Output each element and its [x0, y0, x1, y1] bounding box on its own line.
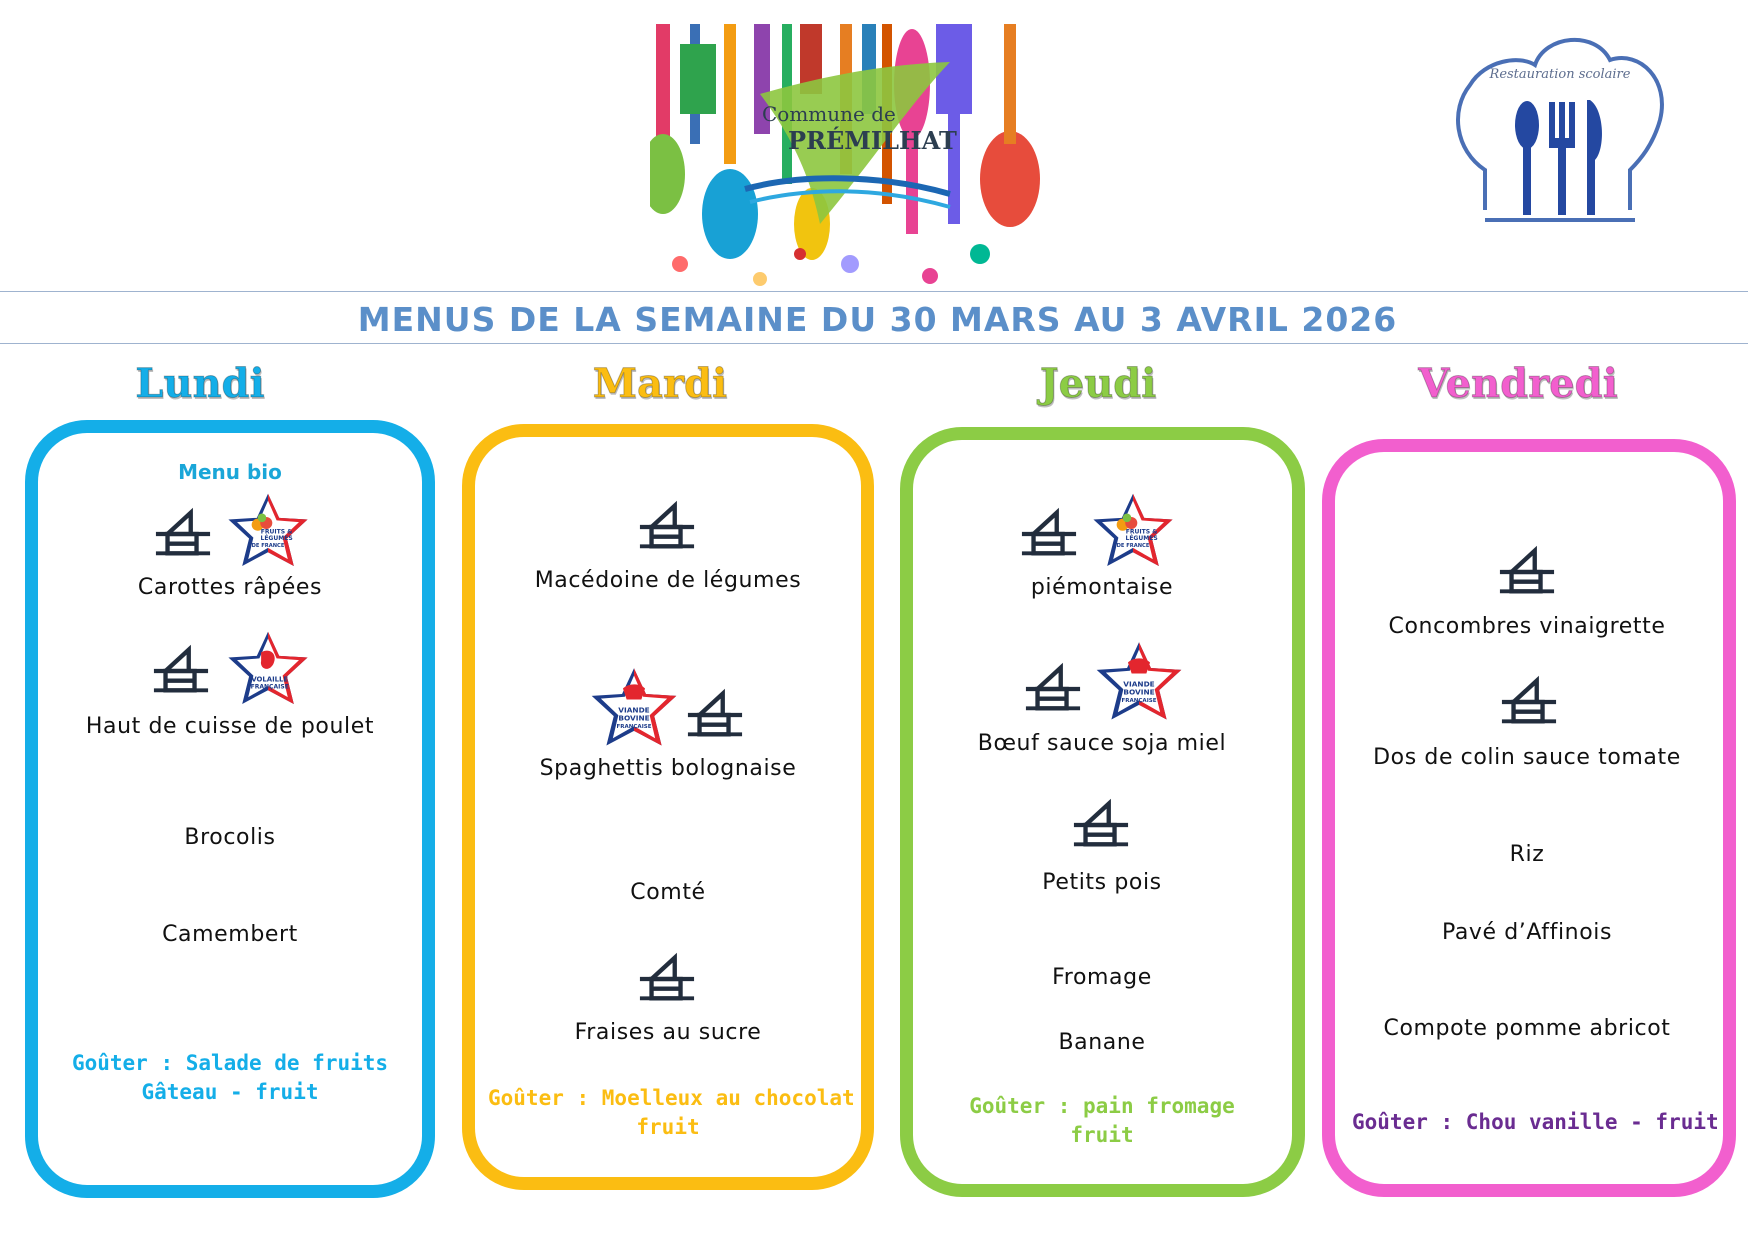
- jeudi-gouter-line2: fruit: [1070, 1123, 1134, 1147]
- lundi-item-2: Haut de cuisse de poulet: [85, 714, 375, 739]
- svg-text:FRANÇAISE: FRANÇAISE: [616, 724, 652, 731]
- svg-text:FRANÇAISE: FRANÇAISE: [1121, 698, 1157, 705]
- house-icon: [154, 505, 212, 563]
- fruits-legumes-de-france-label: [1090, 490, 1176, 568]
- house-icon: [1498, 543, 1556, 601]
- svg-text:FRUITS &: FRUITS &: [260, 528, 293, 536]
- lundi-gouter: [55, 1049, 405, 1107]
- restauration-scolaire-logo: [1445, 20, 1675, 245]
- svg-text:FRANÇAISE: FRANÇAISE: [250, 683, 289, 691]
- title-rule-bottom: [0, 343, 1748, 344]
- mardi-item-3: Comté: [630, 880, 706, 905]
- svg-text:BOVINE: BOVINE: [618, 713, 650, 723]
- menu-bio-badge: Menu bio: [178, 460, 282, 484]
- jeudi-item-1: piémontaise: [1030, 575, 1174, 600]
- day-header-mardi: Mardi: [592, 360, 728, 407]
- vendredi-item-5: Compote pomme abricot: [1383, 1016, 1671, 1041]
- house-icon: [1024, 660, 1082, 718]
- mardi-gouter: [488, 1084, 855, 1142]
- mardi-gouter-line2: fruit: [636, 1115, 700, 1139]
- lundi-gouter-line2: Gâteau - fruit: [141, 1080, 319, 1104]
- jeudi-gouter: [952, 1092, 1252, 1150]
- house-icon: [686, 686, 744, 744]
- svg-text:LÉGUMES: LÉGUMES: [1125, 535, 1158, 543]
- logo-line2: PRÉMILHAT: [788, 126, 957, 155]
- mardi-item-4: Fraises au sucre: [574, 1020, 762, 1045]
- viande-bovine-francaise-label: [588, 664, 680, 748]
- svg-text:BOVINE: BOVINE: [1123, 687, 1155, 697]
- day-header-vendredi: Vendredi: [1418, 360, 1618, 407]
- house-icon: [1500, 673, 1558, 731]
- vendredi-item-1: Concombres vinaigrette: [1388, 614, 1666, 639]
- day-header-lundi: Lundi: [135, 360, 265, 407]
- volaille-francaise-label: [225, 628, 311, 706]
- jeudi-item-4: Fromage: [1052, 965, 1152, 990]
- svg-text:VIANDE: VIANDE: [1123, 679, 1155, 689]
- jeudi-item-3: Petits pois: [1042, 870, 1162, 895]
- house-icon: [638, 950, 696, 1008]
- svg-text:LÉGUMES: LÉGUMES: [260, 535, 293, 543]
- lundi-item-4: Camembert: [162, 922, 298, 947]
- vendredi-item-4: Pavé d’Affinois: [1441, 920, 1613, 945]
- mardi-item-2: Spaghettis bolognaise: [539, 756, 797, 781]
- fruits-legumes-de-france-label: [225, 490, 311, 568]
- viande-bovine-francaise-label: [1093, 638, 1185, 722]
- commune-logo: [650, 24, 1080, 292]
- jeudi-item-5: Banane: [1058, 1030, 1146, 1055]
- house-icon: [1020, 505, 1078, 563]
- svg-text:DE FRANCE: DE FRANCE: [251, 543, 285, 550]
- chef-logo-text: Restauration scolaire: [1489, 67, 1631, 82]
- page-title: MENUS DE LA SEMAINE DU 30 MARS AU 3 AVRIL 2026: [357, 300, 1398, 339]
- vendredi-item-3: Riz: [1509, 842, 1545, 867]
- lundi-gouter-line1: Goûter : Salade de fruits: [71, 1051, 389, 1075]
- svg-text:VIANDE: VIANDE: [618, 705, 650, 715]
- jeudi-item-2: Bœuf sauce soja miel: [977, 731, 1227, 756]
- svg-text:DE FRANCE: DE FRANCE: [1116, 543, 1150, 550]
- day-header-jeudi: Jeudi: [1039, 360, 1157, 407]
- mardi-gouter-line1: Goûter : Moelleux au chocolat: [488, 1086, 855, 1110]
- house-icon: [1072, 796, 1130, 854]
- svg-text:FRUITS &: FRUITS &: [1125, 528, 1158, 536]
- house-icon: [152, 642, 210, 700]
- title-rule-top: [0, 291, 1748, 292]
- vendredi-gouter-line1: Goûter : Chou vanille - fruit: [1352, 1110, 1719, 1134]
- vendredi-gouter: [1352, 1108, 1719, 1137]
- jeudi-gouter-line1: Goûter : pain fromage: [969, 1094, 1235, 1118]
- svg-text:VOLAILLE: VOLAILLE: [251, 675, 289, 684]
- vendredi-item-2: Dos de colin sauce tomate: [1373, 745, 1681, 770]
- logo-line1: Commune de: [762, 102, 896, 126]
- lundi-item-3: Brocolis: [184, 825, 276, 850]
- house-icon: [638, 498, 696, 556]
- lundi-item-1: Carottes râpées: [137, 575, 323, 600]
- mardi-item-1: Macédoine de légumes: [534, 568, 802, 593]
